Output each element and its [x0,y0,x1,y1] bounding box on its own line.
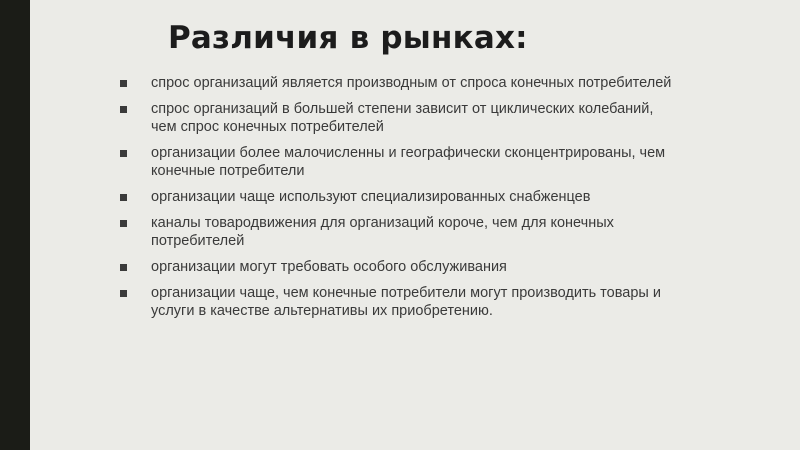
square-bullet-icon [120,150,127,157]
bullet-text: организации чаще используют специализированных снабженцев [151,189,591,205]
square-bullet-icon [120,290,127,297]
accent-gap [30,0,38,450]
bullet-item [120,144,680,180]
bullet-list [120,74,680,328]
bullet-text: организации чаще, чем конечные потребители могут производить товары и услуги в качестве альтернативы их приобретению. [151,285,661,319]
square-bullet-icon [120,264,127,271]
square-bullet-icon [120,80,127,87]
accent-bar [0,0,30,450]
square-bullet-icon [120,106,127,113]
bullet-item [120,258,680,276]
bullet-text: спрос организаций в большей степени зависит от циклических колебаний, чем спрос конечных потребителей [151,101,654,135]
bullet-text: организации более малочисленны и географически сконцентрированы, чем конечные потребители [151,145,666,179]
slide-title: Различия в рынках: [168,20,528,56]
bullet-item [120,214,680,250]
bullet-text: спрос организаций является производным от спроса конечных потребителей [151,75,672,91]
bullet-item [120,188,680,206]
bullet-text: организации могут требовать особого обслуживания [151,259,507,275]
bullet-item [120,284,680,320]
square-bullet-icon [120,220,127,227]
square-bullet-icon [120,194,127,201]
bullet-item [120,100,680,136]
bullet-text: каналы товародвижения для организаций короче, чем для конечных потребителей [151,215,614,249]
bullet-item [120,74,680,92]
